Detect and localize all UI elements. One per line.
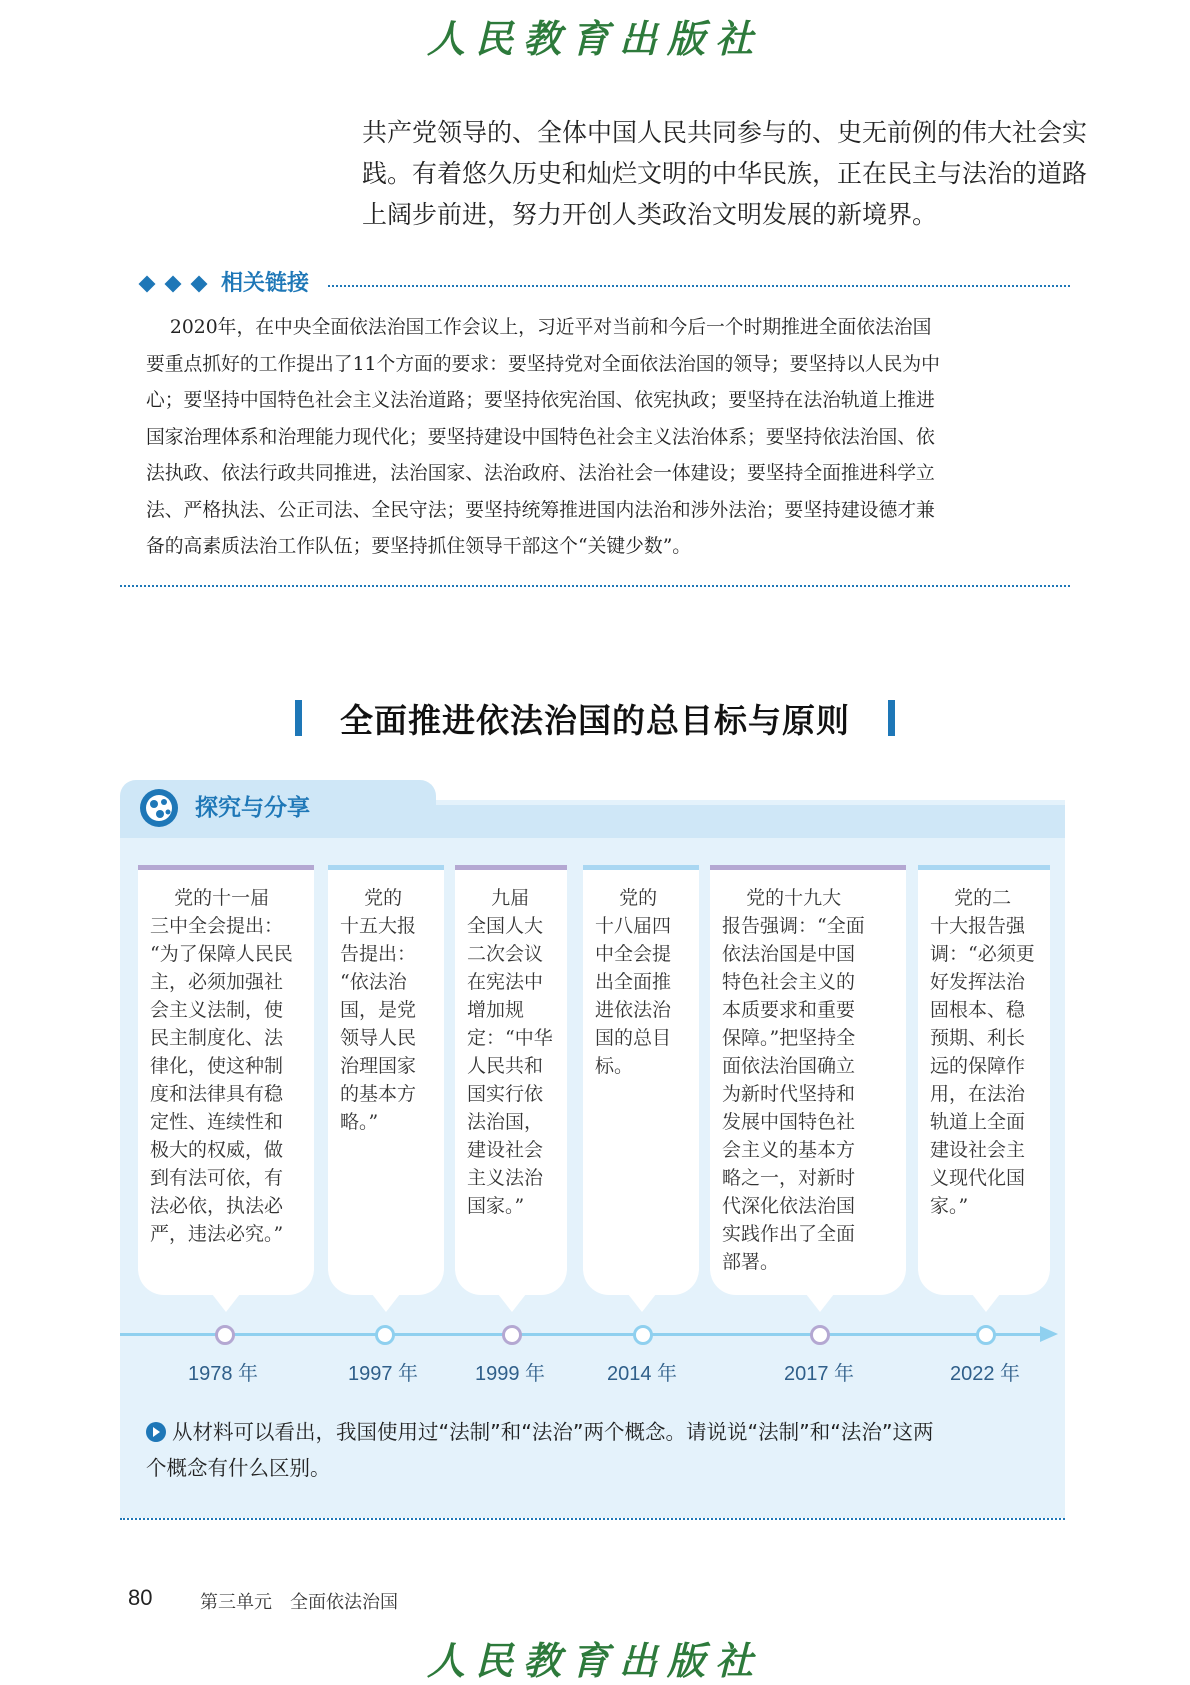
timeline-card-1978 bbox=[138, 865, 314, 1295]
related-link-text: 2020年，在中央全面依法治国工作会议上，习近平对当前和今后一个时期推进全面依法治国 要重点抓好的工作提出了11个方面的要求：要坚持党对全面依法治国的领导；要坚持以人民为中 心；要坚持中国特色社会主义法治道路；要坚持依宪治国、依宪执政；要坚持在法治轨道上推进 国家治理体系和治理能力现代化；要坚持建设中国特色社会主义法治体系；要坚持依法治国、依 法执政、依法行政共同推进，法治国家、法治政府、法治社会一体建设；要坚持全面推进科学立 法、严格执法、公正司法、全民守法；要坚持统筹推进国内法治和涉外法治；要坚持建设德才兼 备的高素质法治工作队伍；要坚持抓住领导干部这个“关键少数”。 bbox=[146, 317, 940, 557]
diamond-icon bbox=[191, 276, 208, 293]
timeline-card-text: 党的 十五大报 告提出： “依法治 国，是党 领导人民 治理国家 的基本方 略。” bbox=[340, 887, 417, 1133]
diamond-icons bbox=[137, 278, 209, 290]
card-pointer bbox=[498, 1294, 526, 1312]
arrow-right-icon bbox=[1040, 1326, 1058, 1342]
section-heading bbox=[0, 694, 1190, 742]
card-pointer bbox=[972, 1294, 1000, 1312]
section-title: 全面推进依法治国的总目标与原则 bbox=[340, 700, 850, 740]
magnifier-globe-icon bbox=[138, 787, 180, 829]
question-text: 从材料可以看出，我国使用过“法制”和“法治”两个概念。请说说“法制”和“法治”这两 个概念有什么区别。 bbox=[146, 1420, 934, 1480]
heading-bar-right bbox=[888, 700, 895, 736]
timeline-card-2022 bbox=[918, 865, 1050, 1295]
timeline-axis bbox=[120, 1333, 1045, 1336]
divider bbox=[120, 1518, 1065, 1520]
play-icon bbox=[146, 1422, 166, 1442]
timeline-year: 1997 年 bbox=[347, 1363, 419, 1385]
timeline-dot bbox=[215, 1325, 235, 1345]
continued-paragraph: 共产党领导的、全体中国人民共同参与的、史无前例的伟大社会实 践。有着悠久历史和灿烂文明的中华民族，正在民主与法治的道路 上阔步前进，努力开创人类政治文明发展的新境界。 bbox=[362, 118, 1088, 229]
card-pointer bbox=[806, 1294, 834, 1312]
timeline-dot bbox=[375, 1325, 395, 1345]
diamond-icon bbox=[165, 276, 182, 293]
divider bbox=[120, 585, 1070, 587]
timeline-card-text: 党的二 十大报告强 调：“必须更 好发挥法治 固根本、稳 预期、利长 远的保障作 用，在法治 轨道上全面 建设社会主 义现代化国 家。” bbox=[930, 887, 1035, 1217]
timeline-year: 2022 年 bbox=[949, 1363, 1021, 1385]
heading-bar-left bbox=[295, 700, 302, 736]
timeline-card-2014 bbox=[583, 865, 699, 1295]
timeline-card-text: 党的 十八届四 中全会提 出全面推 进依法治 国的总目 标。 bbox=[595, 887, 672, 1077]
timeline-dot bbox=[976, 1325, 996, 1345]
card-pointer bbox=[628, 1294, 656, 1312]
footer-publisher-logo: 人民教育出版社 bbox=[426, 1638, 763, 1683]
discussion-question bbox=[146, 1414, 1058, 1486]
card-pointer bbox=[212, 1294, 240, 1312]
diamond-icon bbox=[139, 276, 156, 293]
divider bbox=[328, 285, 1070, 287]
timeline-dot bbox=[633, 1325, 653, 1345]
timeline-card-1997 bbox=[328, 865, 444, 1295]
timeline-year: 2014 年 bbox=[606, 1363, 678, 1385]
card-pointer bbox=[372, 1294, 400, 1312]
footer-unit-title: 第三单元 全面依法治国 bbox=[200, 1592, 398, 1613]
header-publisher-logo: 人民教育出版社 bbox=[426, 16, 763, 61]
timeline-card-text: 党的十一届 三中全会提出： “为了保障人民民 主，必须加强社 会主义法制，使 民主制度化、法 律化，使这种制 度和法律具有稳 定性、连续性和 极大的权威，做 到有法可依，有 法必依，执法必 严，违法必究。” bbox=[150, 887, 293, 1245]
explore-title: 探究与分享 bbox=[195, 795, 310, 821]
related-link-header bbox=[137, 270, 309, 298]
related-link-title: 相关链接 bbox=[221, 271, 310, 296]
timeline-dot bbox=[502, 1325, 522, 1345]
timeline-card-text: 党的十九大 报告强调：“全面 依法治国是中国 特色社会主义的 本质要求和重要 保障。”把坚持全 面依法治国确立 为新时代坚持和 发展中国特色社 会主义的基本方 略之一，对新时 代深化依法治国 实践作出了全面 部署。 bbox=[722, 887, 865, 1273]
timeline-year: 1978 年 bbox=[187, 1363, 259, 1385]
page-number: 80 bbox=[128, 1585, 153, 1610]
timeline-card-text: 九届 全国人大 二次会议 在宪法中 增加规 定：“中华 人民共和 国实行依 法治国， 建设社会 主义法治 国家。” bbox=[467, 887, 553, 1217]
timeline-year: 2017 年 bbox=[783, 1363, 855, 1385]
timeline-dot bbox=[810, 1325, 830, 1345]
timeline-card-1999 bbox=[455, 865, 567, 1295]
timeline-card-2017 bbox=[710, 865, 906, 1295]
timeline-year: 1999 年 bbox=[474, 1363, 546, 1385]
